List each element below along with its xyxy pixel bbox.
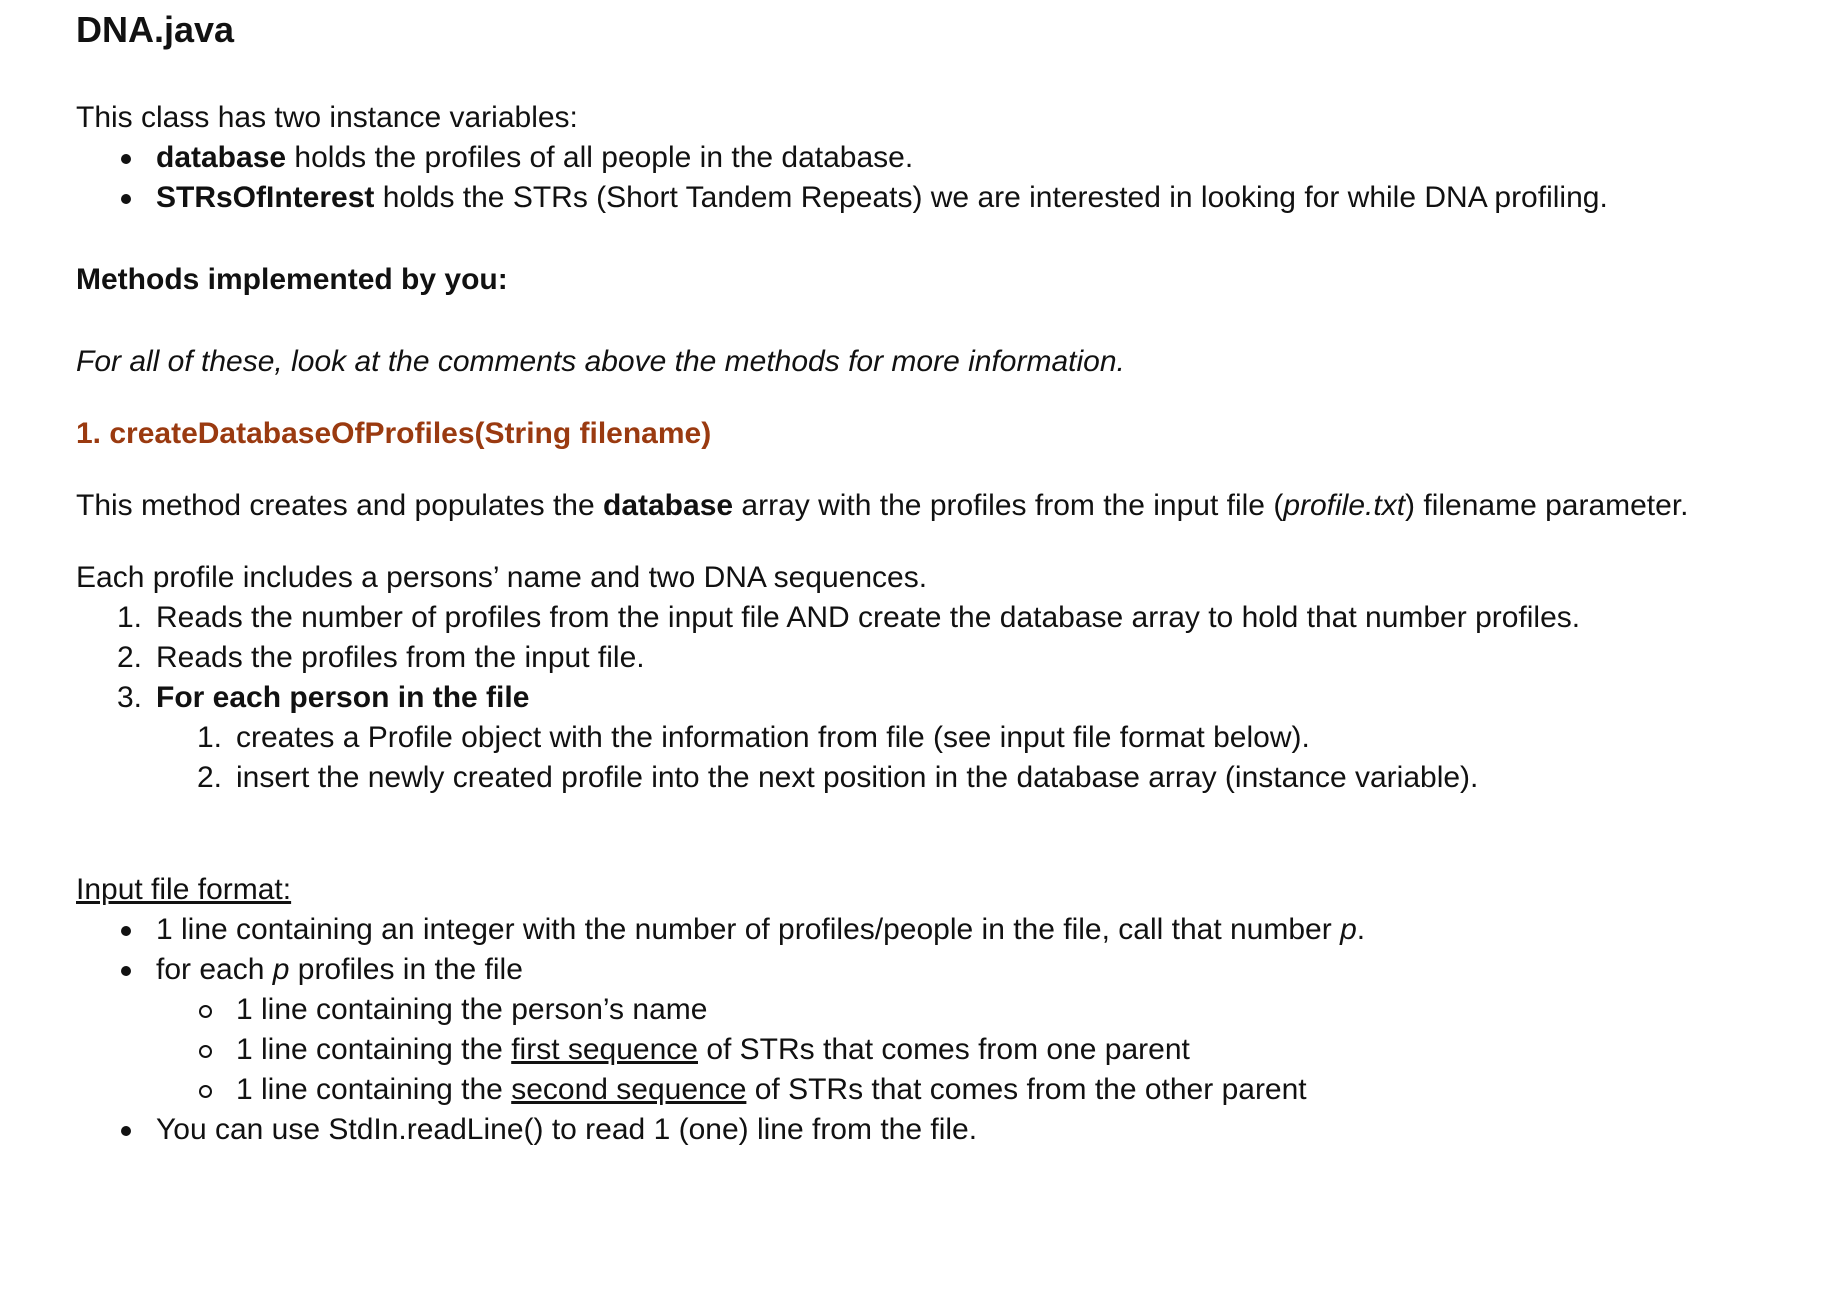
- list-item: [76, 178, 1769, 218]
- var-name: STRsOfInterest: [156, 181, 375, 214]
- bullet-icon: [121, 194, 131, 204]
- circle-bullet-icon: [199, 1045, 212, 1058]
- step-text: Reads the number of profiles from the input file AND create the database array to hold that number profiles.: [156, 601, 1581, 634]
- list-item: 1 line containing an integer with the number of profiles/people in the file, call that number p.: [76, 910, 1769, 950]
- list-item: [76, 598, 1769, 638]
- input-format-list: [76, 910, 1769, 950]
- profile-description: Each profile includes a persons’ name and two DNA sequences.: [76, 561, 928, 594]
- step-number: 1.: [116, 601, 142, 634]
- list-item: 1 line containing the second sequence of STRs that comes from the other parent: [76, 1070, 1769, 1110]
- method-title: 1. createDatabaseOfProfiles(String filename): [76, 417, 712, 450]
- list-item: You can use StdIn.readLine() to read 1 (one) line from the file.: [76, 1110, 1769, 1150]
- input-format-heading: Input file format:: [76, 873, 292, 906]
- step-number: 3.: [116, 681, 142, 714]
- var-description: holds the profiles of all people in the database.: [286, 141, 914, 174]
- list-item: [76, 718, 1769, 758]
- list-item: [76, 138, 1769, 178]
- input-format-list-2: [76, 950, 1769, 1150]
- method-description: This method creates and populates the database array with the profiles from the input file (profile.txt) filename parameter.: [76, 489, 1689, 522]
- var-name: database: [156, 141, 287, 174]
- circle-bullet-icon: [199, 1085, 212, 1098]
- substep-text: insert the newly created profile into the next position in the database array (instance variable).: [236, 761, 1479, 794]
- bullet-icon: [121, 154, 131, 164]
- list-item: 1 line containing the first sequence of STRs that comes from one parent: [76, 1030, 1769, 1070]
- document: [0, 8, 1769, 1150]
- list-item: [76, 678, 1769, 718]
- step-text: For each person in the file: [156, 681, 530, 714]
- instance-variables-list: [76, 138, 1769, 218]
- step-number: 2.: [116, 641, 142, 674]
- bullet-icon: [121, 966, 131, 976]
- list-item: [76, 638, 1769, 678]
- intro-text: This class has two instance variables:: [76, 101, 578, 134]
- bullet-icon: [121, 1126, 131, 1136]
- circle-bullet-icon: [199, 1005, 212, 1018]
- list-item: for each p profiles in the file: [76, 950, 1769, 990]
- bullet-icon: [121, 926, 131, 936]
- list-item: 1 line containing the person’s name: [76, 990, 1769, 1030]
- methods-note: For all of these, look at the comments above the methods for more information.: [76, 345, 1125, 378]
- step-text: Reads the profiles from the input file.: [156, 641, 645, 674]
- page-title: DNA.java: [76, 9, 235, 50]
- substep-number: 2.: [196, 761, 222, 794]
- substep-number: 1.: [196, 721, 222, 754]
- steps-list: [76, 598, 1769, 798]
- list-item: [76, 758, 1769, 798]
- var-description: holds the STRs (Short Tandem Repeats) we are interested in looking for while DNA profiling.: [374, 181, 1608, 214]
- substep-text: creates a Profile object with the information from file (see input file format below).: [236, 721, 1310, 754]
- methods-heading: Methods implemented by you:: [76, 263, 508, 296]
